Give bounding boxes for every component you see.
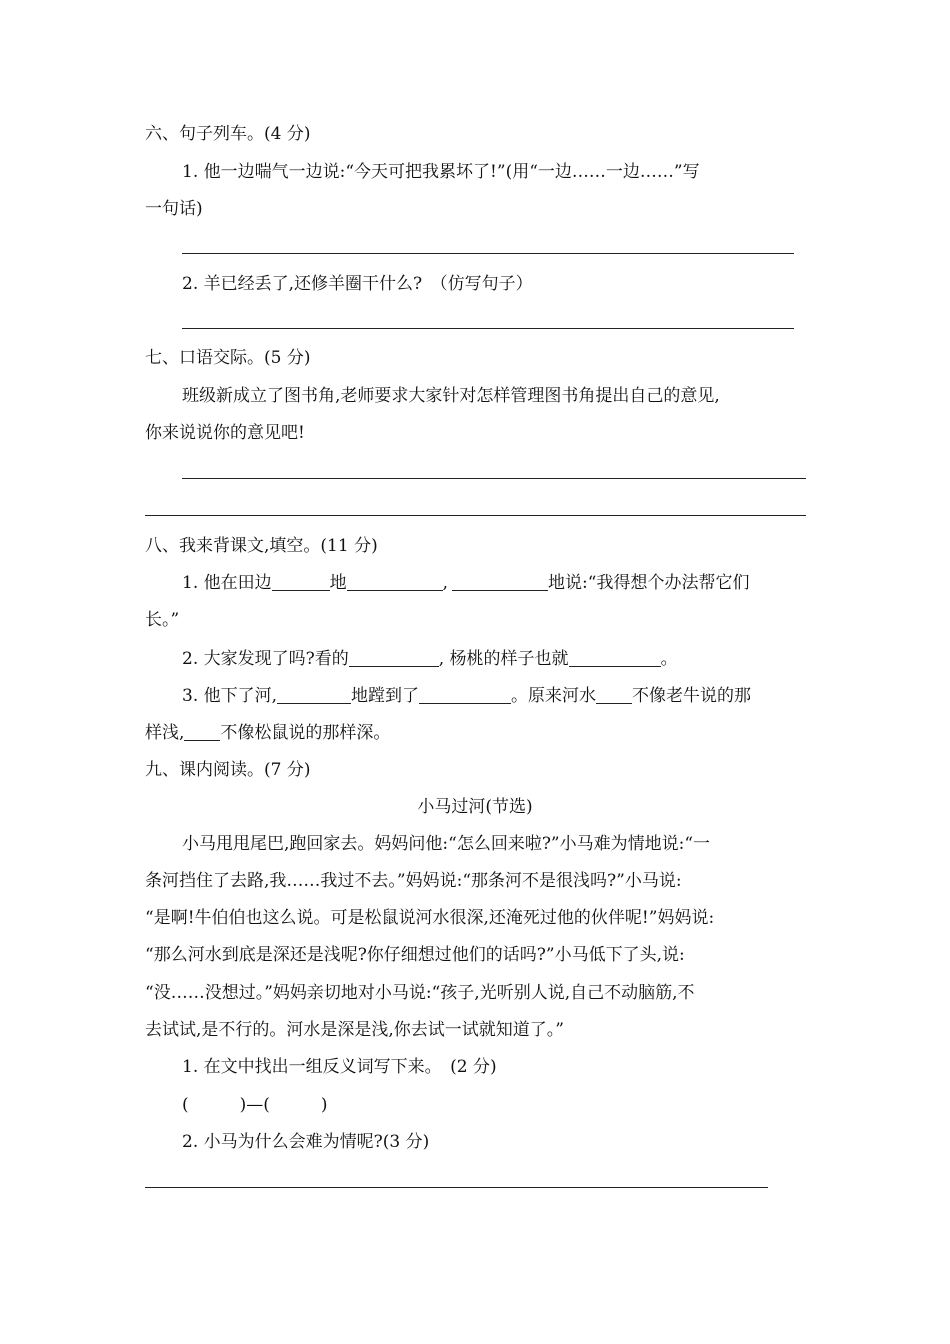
q7-line1: 班级新成立了图书角,老师要求大家针对怎样管理图书角提出自己的意见,: [182, 386, 720, 406]
q8-i1-a: 1. 他在田边: [182, 573, 272, 593]
q9-title: 九、课内阅读。(7 分): [145, 760, 311, 780]
q8-item3: [182, 684, 751, 708]
passage-line-4: “那么河水到底是深还是浅呢?你仔细想过他们的话吗?”小马低下了头,说:: [145, 945, 685, 965]
q8-i1-blank3[interactable]: [452, 572, 548, 591]
q8-i3-blank2[interactable]: [419, 685, 511, 704]
q8-i2-blank1[interactable]: [349, 648, 439, 667]
q8-i3-e: 样浅,: [145, 723, 185, 743]
q6-item1-cont: 一句话): [145, 199, 203, 219]
q7-answer-line-2[interactable]: [145, 515, 806, 516]
q7-title: 七、口语交际。(5 分): [145, 348, 311, 368]
passage-line-3: “是啊!牛伯伯也这么说。可是松鼠说河水很深,还淹死过他的伙伴呢!”妈妈说:: [145, 908, 715, 928]
q6-title: 六、句子列车。(4 分): [145, 124, 311, 144]
passage-line-1: 小马甩甩尾巴,跑回家去。妈妈问他:“怎么回来啦?”小马难为情地说:“一: [182, 834, 711, 854]
q8-i1-d: 地说:“我得想个办法帮它们: [548, 573, 750, 593]
q8-i3-blank4[interactable]: [184, 722, 220, 741]
passage-line-5: “没……没想过。”妈妈亲切地对小马说:“孩子,光听别人说,自己不动脑筋,不: [145, 983, 695, 1003]
q8-i1-blank2[interactable]: [347, 572, 443, 591]
q8-i2-blank2[interactable]: [569, 648, 661, 667]
passage-line-6: 去试试,是不行的。河水是深是浅,你去试一试就知道了。”: [145, 1020, 564, 1040]
q6-answer-line-2[interactable]: [182, 328, 794, 329]
q9-subq2: 2. 小马为什么会难为情呢?(3 分): [182, 1132, 430, 1152]
q8-item1: [182, 571, 749, 595]
q8-i3-blank3[interactable]: [596, 685, 632, 704]
q7-line2: 你来说说你的意见吧!: [145, 423, 305, 443]
passage-title: 小马过河(节选): [417, 797, 533, 817]
q6-item1: 1. 他一边喘气一边说:“今天可把我累坏了!”(用“一边……一边……”写: [182, 162, 700, 182]
q8-i3-b: 地蹚到了: [351, 686, 420, 706]
q8-i1-b: 地: [329, 573, 347, 593]
q8-title: 八、我来背课文,填空。(11 分): [145, 536, 378, 556]
q8-i2-c: 。: [660, 649, 678, 669]
q8-i3-a: 3. 他下了河,: [182, 686, 278, 706]
q8-item1-cont: 长。”: [145, 610, 180, 630]
q8-i1-c: ,: [442, 573, 449, 593]
q6-answer-line-1[interactable]: [182, 253, 794, 254]
q8-i3-c: 。原来河水: [511, 686, 597, 706]
q8-i3-d: 不像老牛说的那: [632, 686, 752, 706]
q7-answer-line-1[interactable]: [182, 478, 806, 479]
q8-item2: [182, 647, 678, 671]
q8-i2-b: , 杨桃的样子也就: [438, 649, 569, 669]
passage-line-2: 条河挡住了去路,我……我过不去。”妈妈说:“那条河不是很浅吗?”小马说:: [145, 871, 682, 891]
q8-i3-blank1[interactable]: [277, 685, 351, 704]
q8-i1-blank1[interactable]: [272, 572, 330, 591]
q8-i2-a: 2. 大家发现了吗?看的: [182, 649, 349, 669]
q6-item2: 2. 羊已经丢了,还修羊圈干什么? （仿写句子）: [182, 274, 533, 294]
q9-answer-line[interactable]: [145, 1187, 768, 1188]
q9-subq1: 1. 在文中找出一组反义词写下来。 (2 分): [182, 1057, 497, 1077]
q9-subq1-answer[interactable]: ( )—( ): [182, 1095, 328, 1115]
q8-i3-f: 不像松鼠说的那样深。: [220, 723, 391, 743]
q8-item3-cont: [145, 721, 390, 745]
